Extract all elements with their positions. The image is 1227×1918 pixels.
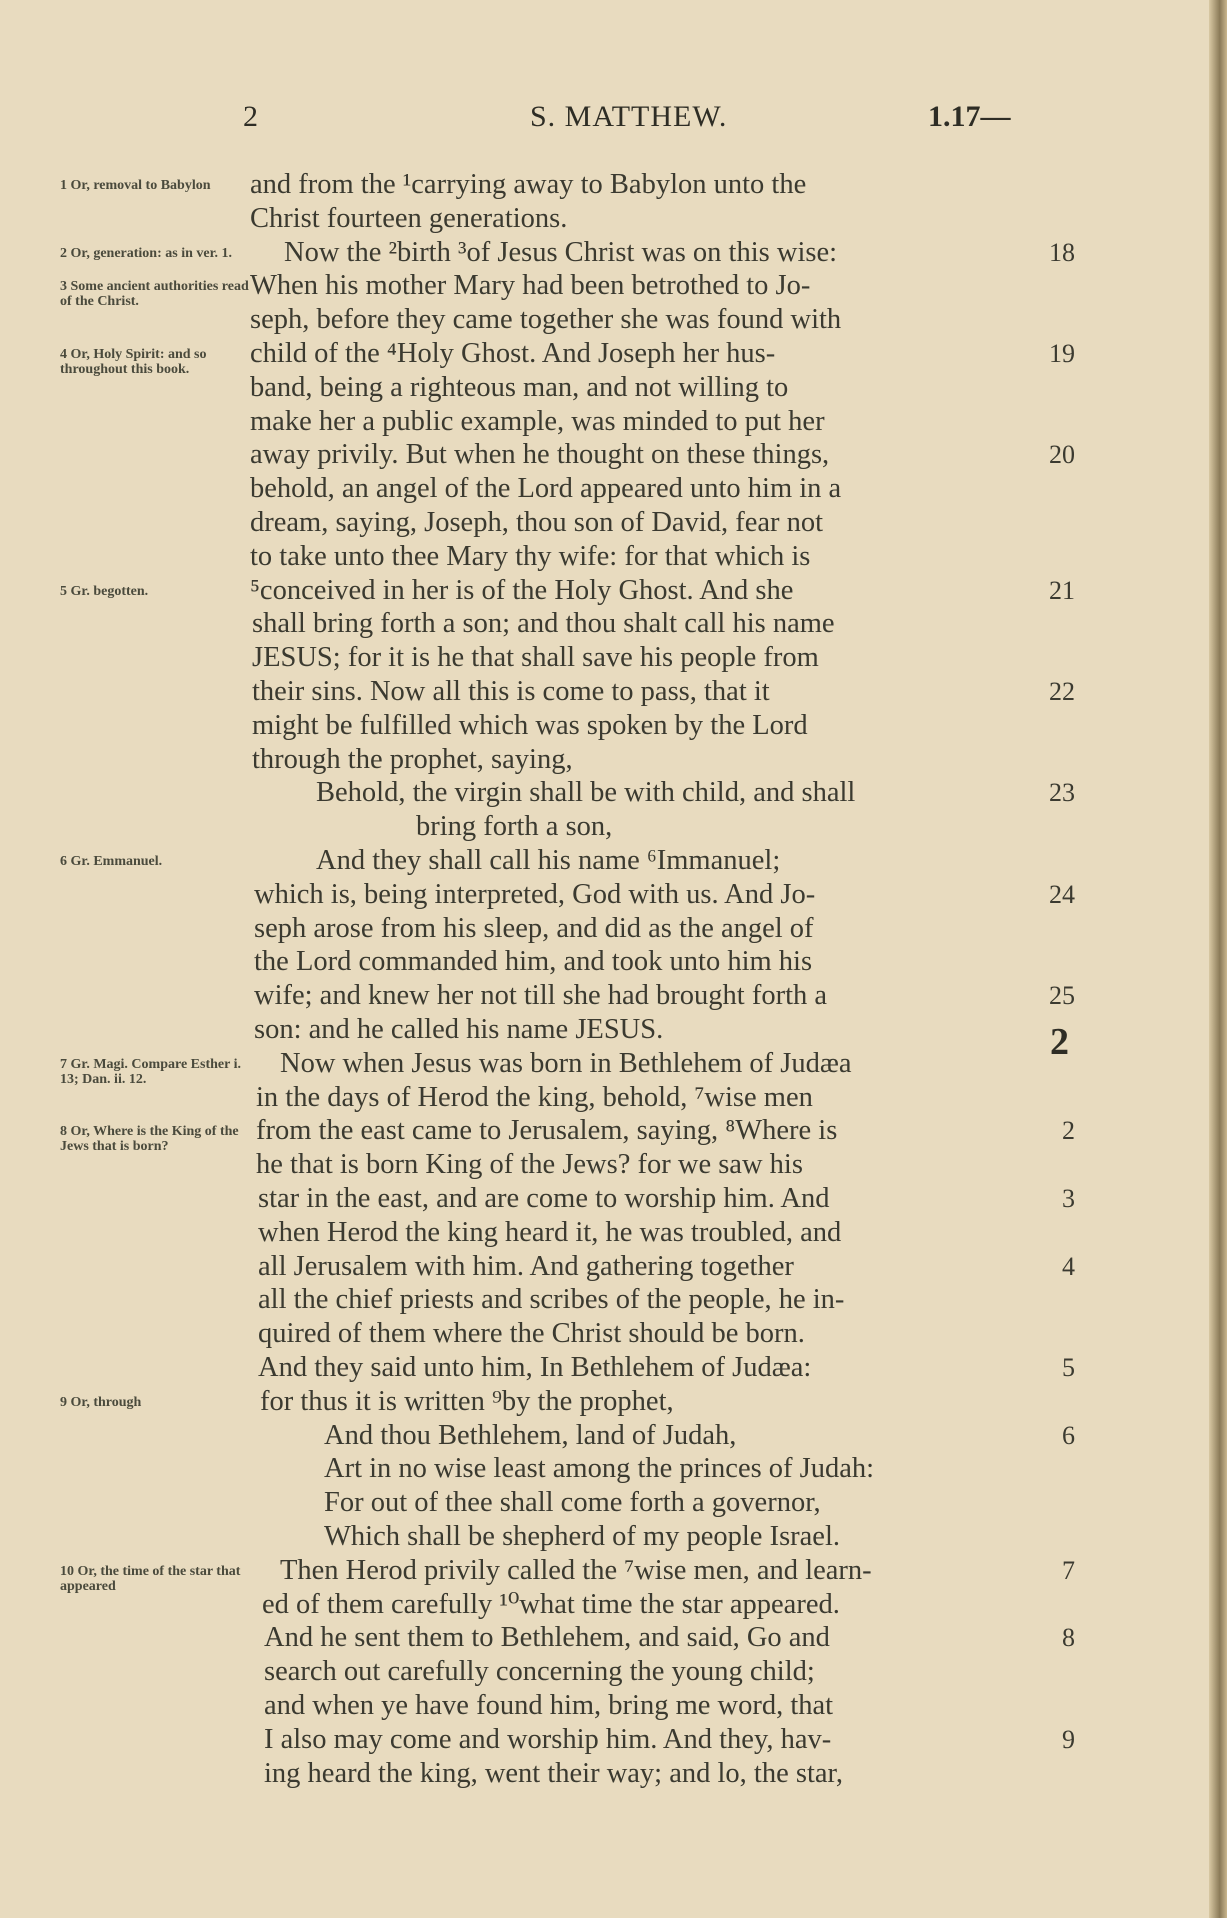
line-text: Art in no wise least among the princes of Judah: (324, 1453, 875, 1485)
line-text: Then Herod privily called the ⁷wise men, and learn- (280, 1554, 872, 1586)
verse-number: 9 (1062, 1724, 1075, 1754)
text-line (0, 1621, 1227, 1655)
text-line (0, 945, 1227, 979)
text-line (0, 540, 1227, 574)
line-text: he that is born King of the Jews? for we saw his (256, 1149, 803, 1181)
text-line (0, 810, 1227, 844)
margin-note: 2 Or, generation: as in ver. 1. (60, 245, 233, 261)
line-text: for thus it is written ⁹by the prophet, (260, 1385, 674, 1417)
verse-number: 6 (1062, 1420, 1075, 1450)
margin-note: 9 Or, through (60, 1394, 142, 1410)
verse-number: 2 (1062, 1116, 1075, 1146)
text-line (0, 1283, 1227, 1317)
text-line (0, 438, 1227, 472)
line-text: Now when Jesus was born in Bethlehem of Judæa (280, 1047, 852, 1079)
text-line (0, 1013, 1227, 1047)
page-number: 2 (243, 100, 258, 133)
line-text: when Herod the king heard it, he was troubled, and (258, 1216, 842, 1248)
line-text: son: and he called his name JESUS. (254, 1014, 664, 1045)
text-line (0, 1452, 1227, 1486)
verse-number: 25 (1049, 981, 1075, 1011)
text-line (0, 776, 1227, 810)
text-line (0, 1216, 1227, 1250)
verse-number: 22 (1049, 677, 1075, 706)
text-line (0, 405, 1227, 439)
line-text: which is, being interpreted, God with us. And Jo- (254, 878, 816, 910)
margin-note: 7 Gr. Magi. Compare Esther i. 13; Dan. ii. 12. (60, 1056, 241, 1087)
verse-number: 7 (1062, 1555, 1075, 1585)
text-line (0, 607, 1227, 641)
line-text: When his mother Mary had been betrothed to Jo- (250, 270, 811, 302)
text-line (0, 1419, 1227, 1453)
line-text: band, being a righteous man, and not willing to (250, 371, 789, 403)
text-line (0, 1689, 1227, 1723)
text-line (0, 709, 1227, 743)
line-text: And thou Bethlehem, land of Judah, (324, 1419, 737, 1451)
line-text: in the days of Herod the king, behold, ⁷wise men (256, 1081, 813, 1113)
text-line (0, 1655, 1227, 1689)
line-text: seph, before they came together she was found with (250, 304, 842, 336)
line-text: seph arose from his sleep, and did as the angel of (254, 912, 814, 944)
line-text: all the chief priests and scribes of the people, he in- (258, 1284, 845, 1316)
margin-note: 4 Or, Holy Spirit: and so throughout this book. (60, 347, 207, 377)
line-text: ed of them carefully ¹⁰what time the star appeared. (262, 1588, 840, 1620)
line-text: I also may come and worship him. And they, hav- (264, 1723, 832, 1755)
text-line (0, 472, 1227, 506)
text-line (0, 202, 1227, 236)
line-text: quired of them where the Christ should be born. (258, 1318, 805, 1350)
margin-note: 8 Or, Where is the King of the Jews that is born? (60, 1124, 239, 1155)
line-text: star in the east, and are come to worship him. And (258, 1183, 830, 1214)
text-line (0, 1351, 1227, 1385)
line-text: to take unto thee Mary thy wife: for that which is (250, 540, 811, 572)
verse-number: 23 (1049, 778, 1075, 808)
text-line (0, 979, 1227, 1013)
line-text: Now the ²birth ³of Jesus Christ was on this wise: (284, 236, 838, 268)
line-text: wife; and knew her not till she had brought forth a (254, 980, 828, 1012)
margin-note: 5 Gr. begotten. (60, 583, 149, 599)
verse-number: 18 (1049, 237, 1075, 267)
text-line (0, 506, 1227, 540)
text-line (0, 1520, 1227, 1554)
line-text: For out of thee shall come forth a governor, (324, 1487, 821, 1519)
text-line (0, 641, 1227, 675)
line-text: dream, saying, Joseph, thou son of David, fear not (250, 507, 824, 538)
verse-number: 8 (1062, 1623, 1075, 1653)
line-text: Behold, the virgin shall be with child, and shall (316, 777, 856, 809)
text-line (0, 1250, 1227, 1284)
verse-number: 3 (1062, 1184, 1075, 1213)
verse-number: 5 (1062, 1353, 1075, 1382)
line-text: ⁵conceived in her is of the Holy Ghost. And she (250, 574, 794, 606)
chapter-verse-reference: 1.17— (928, 100, 1011, 133)
line-text: might be fulfilled which was spoken by the Lord (252, 709, 808, 741)
line-text: And he sent them to Bethlehem, and said, Go and (264, 1622, 830, 1654)
text-line (0, 675, 1227, 709)
line-text: And they shall call his name ⁶Immanuel; (316, 845, 781, 876)
text-line (0, 1757, 1227, 1791)
text-line (0, 912, 1227, 946)
line-text: JESUS; for it is he that shall save his people from (252, 642, 819, 674)
margin-note: 1 Or, removal to Babylon (60, 178, 211, 193)
line-text: And they said unto him, In Bethlehem of Judæa: (258, 1352, 812, 1383)
verse-number: 21 (1049, 575, 1075, 605)
line-text: and when ye have found him, bring me word, that (264, 1690, 834, 1721)
text-line (0, 743, 1227, 777)
line-text: the Lord commanded him, and took unto him his (254, 946, 813, 978)
line-text: through the prophet, saying, (252, 743, 573, 775)
line-text: from the east came to Jerusalem, saying, ⁸Where is (256, 1115, 838, 1147)
margin-note: 10 Or, the time of the star that appeared (60, 1563, 241, 1594)
line-text: make her a public example, was minded to put her (250, 405, 825, 437)
verse-number: 20 (1049, 440, 1075, 470)
line-text: and from the ¹carrying away to Babylon unto the (250, 169, 807, 200)
verse-number: 24 (1049, 879, 1075, 909)
line-text: Christ fourteen generations. (250, 202, 568, 234)
line-text: away privily. But when he thought on these things, (250, 439, 830, 471)
line-text: all Jerusalem with him. And gathering together (258, 1250, 794, 1282)
line-text: search out carefully concerning the young child; (264, 1656, 815, 1688)
line-text: their sins. Now all this is come to pass, that it (252, 676, 770, 707)
line-text: bring forth a son, (416, 811, 613, 843)
line-text: Which shall be shepherd of my people Israel. (324, 1521, 840, 1552)
running-title: S. MATTHEW. (530, 100, 728, 133)
text-line (0, 878, 1227, 912)
text-line (0, 1486, 1227, 1520)
text-line (0, 1182, 1227, 1216)
text-line (0, 1723, 1227, 1757)
verse-number: 4 (1062, 1251, 1075, 1281)
margin-note: 6 Gr. Emmanuel. (60, 854, 163, 869)
line-text: behold, an angel of the Lord appeared unto him in a (250, 473, 842, 505)
line-text: ing heard the king, went their way; and lo, the star, (264, 1757, 843, 1789)
line-text: child of the ⁴Holy Ghost. And Joseph her hus- (250, 338, 776, 369)
margin-note: 3 Some ancient authorities read of the Christ. (60, 279, 249, 310)
text-line (0, 1317, 1227, 1351)
chapter-number: 2 (1050, 1021, 1069, 1063)
verse-number: 19 (1049, 339, 1075, 368)
line-text: shall bring forth a son; and thou shalt call his name (252, 608, 835, 640)
